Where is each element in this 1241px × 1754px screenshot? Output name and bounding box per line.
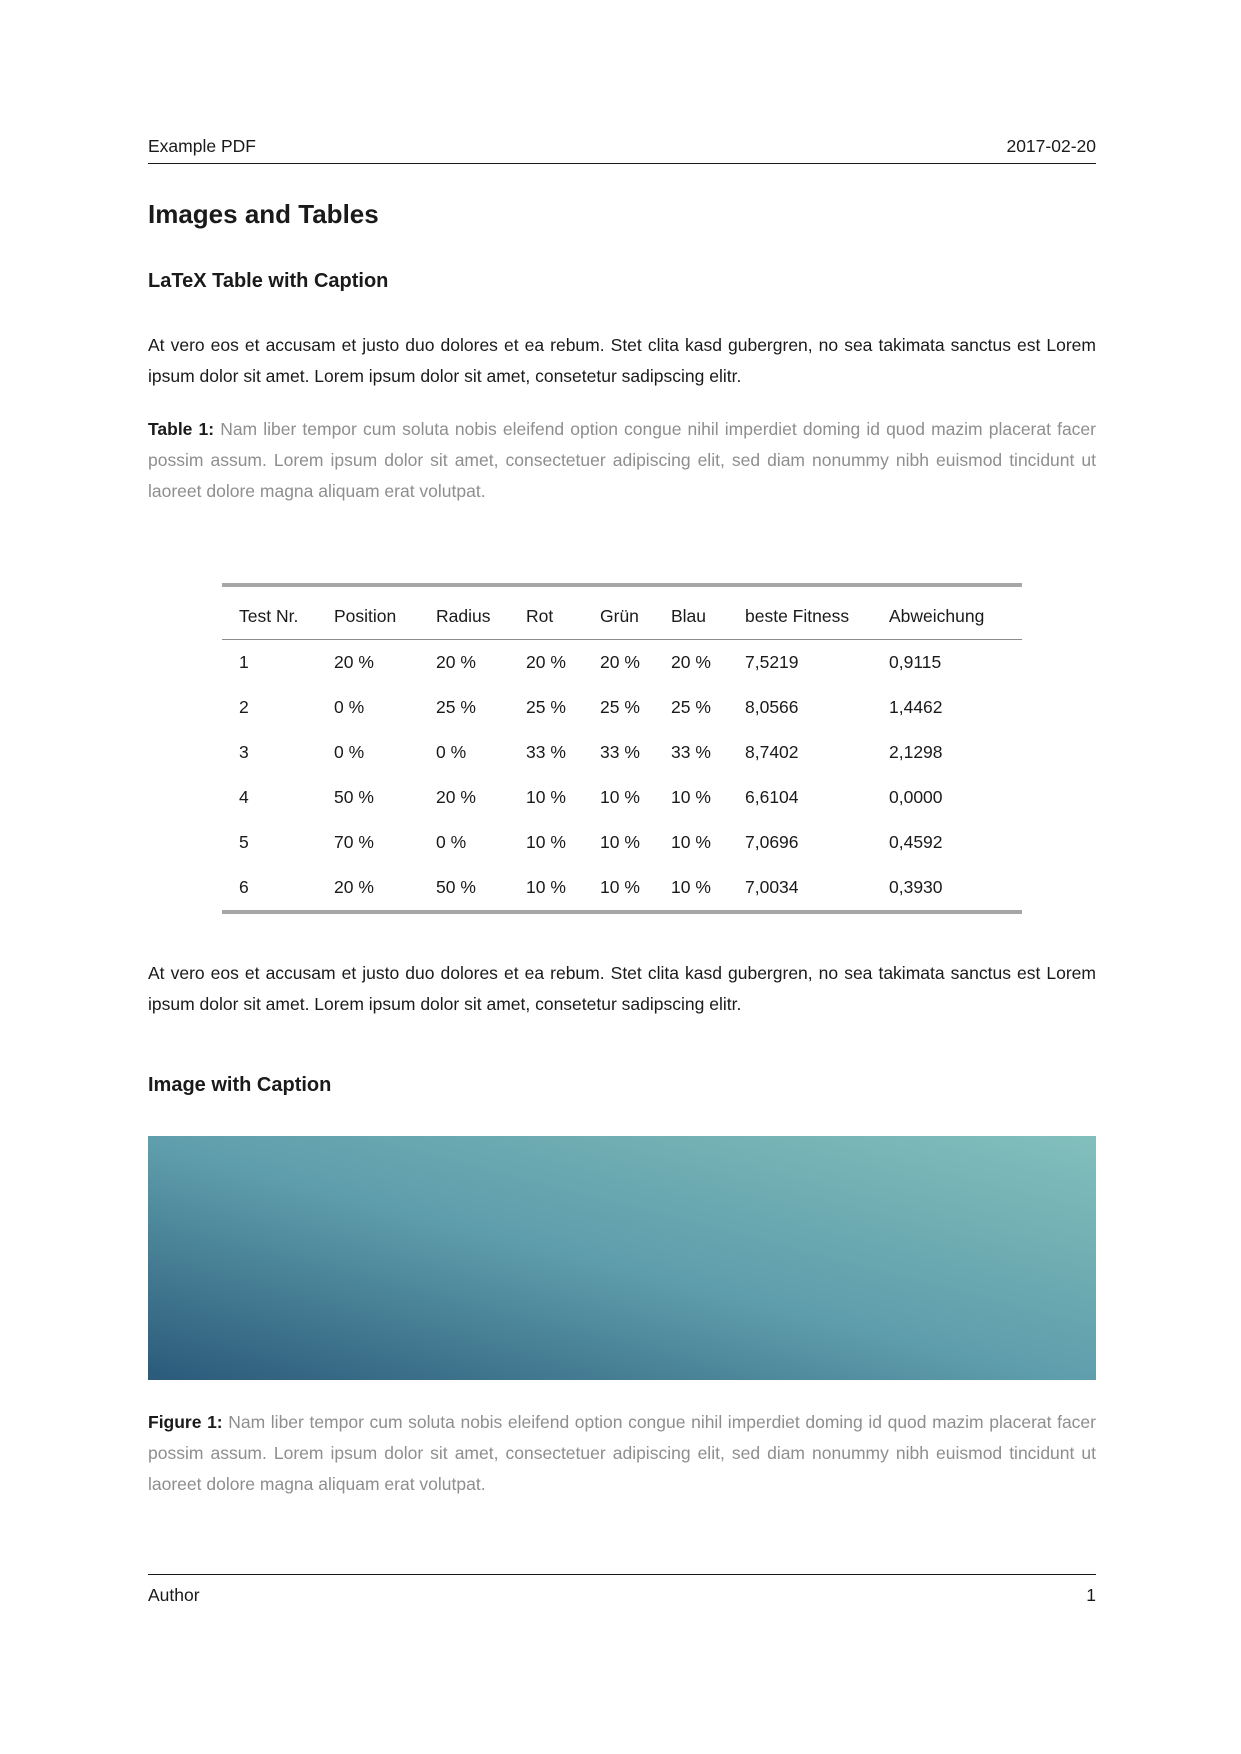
column-header: Grün [600,585,671,640]
table-cell: 7,0034 [745,877,799,897]
table-cell: 10 % [600,832,640,852]
table-cell: 25 % [600,697,640,717]
column-header: Radius [436,585,526,640]
table-cell: 10 % [526,787,566,807]
table-cell: 10 % [671,877,711,897]
figure-caption-text: Nam liber tempor cum soluta nobis eleifend option congue nihil imperdiet doming id quod mazim placerat facer possim assum. Lorem ipsum dolor sit amet, consectetuer adipiscing elit, sed diam nonummy nibh euismod tincidunt ut laoreet dolore magna aliquam erat volutpat. [148,1412,1096,1494]
table-cell: 20 % [600,652,640,672]
results-table [222,583,1022,914]
figure-caption-label: Figure 1: [148,1412,223,1432]
table-cell: 7,0696 [745,832,799,852]
table-cell: 1,4462 [889,697,943,717]
table-cell: 50 % [334,787,374,807]
page-footer [148,1574,1096,1606]
column-header: Blau [671,585,745,640]
body-paragraph-1: At vero eos et accusam et justo duo dolores et ea rebum. Stet clita kasd gubergren, no sea takimata sanctus est Lorem ipsum dolor sit amet. Lorem ipsum dolor sit amet, consetetur sadipscing elitr. [148,335,1096,386]
table-row [222,730,1022,775]
table-cell: 33 % [671,742,711,762]
table-cell: 20 % [526,652,566,672]
page [148,0,1096,1500]
table-cell: 0,3930 [889,877,943,897]
table-cell: 20 % [671,652,711,672]
table-cell: 10 % [526,877,566,897]
table-cell: 20 % [334,652,374,672]
table-cell: 10 % [600,877,640,897]
table-cell: 1 [239,652,249,672]
table-cell: 7,5219 [745,652,799,672]
table-cell: 70 % [334,832,374,852]
table-caption [148,414,1096,507]
table-cell: 8,7402 [745,742,799,762]
table-caption-label: Table 1: [148,419,215,439]
column-header: Rot [526,585,600,640]
table-cell: 0 % [436,832,467,852]
column-header: Test Nr. [222,585,334,640]
table-head [222,585,1022,640]
table-cell: 25 % [526,697,566,717]
table-cell: 8,0566 [745,697,799,717]
footer-page-number: 1 [1086,1585,1096,1605]
table-cell: 0 % [334,742,365,762]
table-cell: 0,0000 [889,787,943,807]
table-cell: 20 % [436,652,476,672]
table-cell: 2,1298 [889,742,943,762]
column-header: Position [334,585,436,640]
section-heading-latex-table: LaTeX Table with Caption [148,270,389,292]
table-cell: 33 % [526,742,566,762]
header-title: Example PDF [148,136,256,156]
table-row [222,685,1022,730]
table-caption-text: Nam liber tempor cum soluta nobis eleifend option congue nihil imperdiet doming id quod mazim placerat facer possim assum. Lorem ipsum dolor sit amet, consectetuer adipiscing elit, sed diam nonummy nibh euismod tincidunt ut laoreet dolore magna aliquam erat volutpat. [148,419,1096,501]
section-heading-image-with-caption: Image with Caption [148,1074,332,1096]
figure-caption [148,1407,1096,1500]
table-cell: 25 % [671,697,711,717]
table-cell: 0 % [436,742,467,762]
table-cell: 50 % [436,877,476,897]
table-cell: 20 % [334,877,374,897]
table-header-row [222,585,1022,640]
table-cell: 2 [239,697,249,717]
body-paragraph-2: At vero eos et accusam et justo duo dolores et ea rebum. Stet clita kasd gubergren, no sea takimata sanctus est Lorem ipsum dolor sit amet. Lorem ipsum dolor sit amet, consetetur sadipscing elitr. [148,963,1096,1014]
table-cell: 3 [239,742,249,762]
table-cell: 10 % [526,832,566,852]
column-header: beste Fitness [745,585,889,640]
table-row [222,640,1022,686]
table-cell: 25 % [436,697,476,717]
table-cell: 0,9115 [889,652,942,672]
page-header [148,0,1096,164]
figure-gradient-image [148,1136,1096,1380]
table-cell: 4 [239,787,249,807]
table-row [222,820,1022,865]
header-date: 2017-02-20 [1006,136,1096,156]
table-cell: 33 % [600,742,640,762]
table-cell: 20 % [436,787,476,807]
table-row [222,865,1022,912]
table-cell: 10 % [671,832,711,852]
table-cell: 10 % [671,787,711,807]
footer-author: Author [148,1585,200,1605]
table-row [222,775,1022,820]
table-cell: 6 [239,877,249,897]
table-cell: 5 [239,832,249,852]
column-header: Abweichung [889,585,1022,640]
table-cell: 10 % [600,787,640,807]
table-cell: 0 % [334,697,365,717]
document-title: Images and Tables [148,199,379,229]
table-cell: 6,6104 [745,787,799,807]
table-cell: 0,4592 [889,832,943,852]
table-body [222,640,1022,913]
